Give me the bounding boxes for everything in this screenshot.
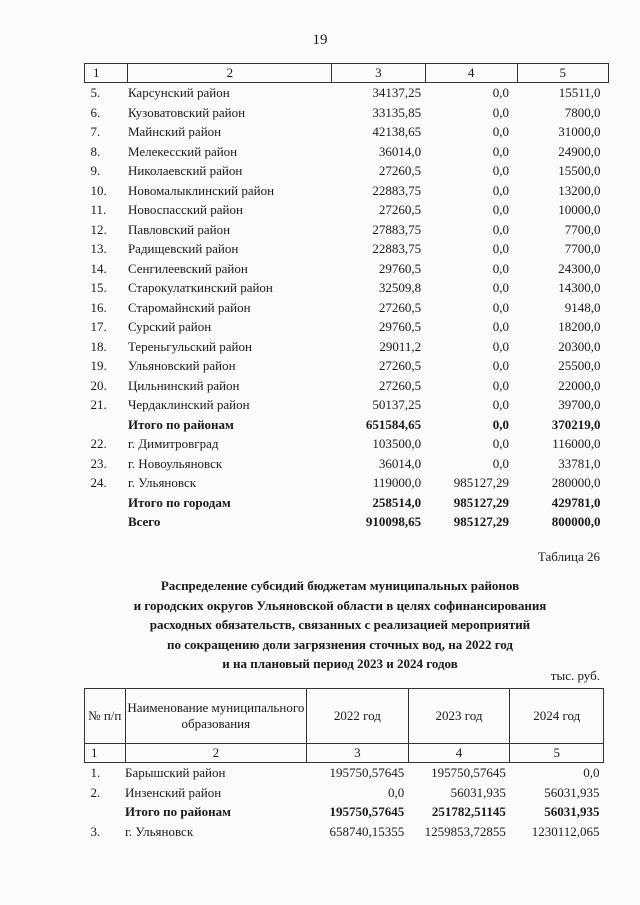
row-value: 251782,51145 bbox=[431, 804, 506, 819]
row-name: г. Димитровград bbox=[127, 436, 219, 451]
row-value: 14300,0 bbox=[558, 280, 601, 295]
row-name: Итого по городам bbox=[127, 494, 231, 510]
column-number: 1 bbox=[85, 64, 128, 83]
row-value: 0,0 bbox=[492, 85, 510, 100]
table-row bbox=[85, 356, 609, 376]
row-value: 18200,0 bbox=[558, 319, 601, 334]
row-value: 24300,0 bbox=[558, 260, 601, 276]
row-value: 0,0 bbox=[492, 163, 510, 178]
row-value: 27260,5 bbox=[378, 202, 422, 217]
row-value: 0,0 bbox=[492, 143, 510, 159]
row-value: 119000,0 bbox=[372, 475, 422, 490]
row-value: 22883,75 bbox=[372, 241, 422, 256]
row-value: 116000,0 bbox=[552, 436, 601, 451]
table-row bbox=[85, 161, 609, 181]
row-number: 18. bbox=[90, 338, 107, 354]
row-value: 0,0 bbox=[492, 358, 510, 373]
subsidy-table-25 bbox=[84, 63, 609, 532]
row-value: 7700,0 bbox=[564, 241, 601, 256]
row-name: Радищевский район bbox=[127, 241, 239, 256]
table-row bbox=[85, 395, 609, 415]
row-number: 14. bbox=[90, 260, 107, 276]
header-name: Наименование муниципального образования bbox=[125, 689, 307, 744]
row-value: 7800,0 bbox=[564, 104, 601, 120]
row-value: 33135,85 bbox=[372, 104, 422, 120]
row-value: 39700,0 bbox=[558, 397, 601, 412]
row-value: 0,0 bbox=[492, 377, 510, 393]
row-value: 56031,935 bbox=[544, 804, 600, 819]
table-label: Таблица 26 bbox=[537, 549, 600, 564]
table-row bbox=[85, 434, 609, 454]
row-value: 27260,5 bbox=[378, 377, 422, 393]
row-name: г. Ульяновск bbox=[127, 475, 197, 490]
row-number: 20. bbox=[90, 377, 107, 393]
row-value: 0,0 bbox=[492, 416, 510, 432]
table-row bbox=[85, 181, 609, 201]
row-value: 0,0 bbox=[492, 397, 510, 412]
row-value: 10000,0 bbox=[558, 202, 601, 217]
row-value: 985127,29 bbox=[453, 514, 510, 529]
table-row bbox=[85, 103, 609, 123]
row-value: 15511,0 bbox=[558, 85, 601, 100]
row-value: 0,0 bbox=[583, 765, 600, 780]
row-number: 3. bbox=[90, 823, 101, 839]
row-number: 8. bbox=[90, 143, 101, 159]
row-name: Тереньгульский район bbox=[127, 338, 252, 354]
row-number: 19. bbox=[90, 358, 107, 373]
row-value: 15500,0 bbox=[558, 163, 601, 178]
row-value: 258514,0 bbox=[372, 494, 422, 510]
table-title bbox=[80, 576, 600, 674]
column-number: 5 bbox=[517, 64, 608, 83]
row-name: г. Ульяновск bbox=[125, 823, 194, 839]
row-value: 56031,935 bbox=[544, 784, 600, 800]
row-value: 9148,0 bbox=[564, 299, 601, 315]
row-value: 103500,0 bbox=[372, 436, 422, 451]
row-value: 0,0 bbox=[492, 436, 510, 451]
total-row bbox=[85, 512, 609, 532]
row-name: Сенгилеевский район bbox=[127, 260, 248, 276]
column-number: 2 bbox=[125, 744, 307, 763]
row-number bbox=[85, 512, 128, 532]
row-value: 34137,25 bbox=[372, 85, 422, 100]
table-row bbox=[85, 454, 609, 474]
row-number: 11. bbox=[90, 202, 107, 217]
row-name: Итого по районам bbox=[127, 416, 234, 432]
row-value: 985127,29 bbox=[453, 475, 510, 490]
table-row bbox=[85, 473, 609, 493]
units-label: тыс. руб. bbox=[550, 668, 600, 683]
row-name: Николаевский район bbox=[127, 163, 243, 178]
row-number: 21. bbox=[90, 397, 107, 412]
row-number: 2. bbox=[90, 784, 101, 800]
row-number: 12. bbox=[90, 221, 107, 237]
column-number: 4 bbox=[425, 64, 517, 83]
row-value: 651584,65 bbox=[365, 416, 422, 432]
row-name: Итого по районам bbox=[125, 804, 231, 819]
row-value: 27883,75 bbox=[372, 221, 422, 237]
column-number: 3 bbox=[332, 64, 425, 83]
row-value: 50137,25 bbox=[372, 397, 422, 412]
row-name: Старокулаткинский район bbox=[127, 280, 273, 295]
row-name: Всего bbox=[127, 514, 161, 529]
row-value: 0,0 bbox=[492, 104, 510, 120]
row-name: Новоспасский район bbox=[127, 202, 243, 217]
row-value: 27260,5 bbox=[378, 358, 422, 373]
row-value: 910098,65 bbox=[365, 514, 422, 529]
row-value: 0,0 bbox=[492, 319, 510, 334]
row-value: 29760,5 bbox=[378, 319, 422, 334]
table-row bbox=[85, 822, 604, 842]
row-value: 370219,0 bbox=[551, 416, 601, 432]
row-value: 22883,75 bbox=[372, 182, 422, 198]
total-row bbox=[85, 493, 609, 513]
row-value: 36014,0 bbox=[378, 143, 422, 159]
table-row bbox=[85, 142, 609, 162]
row-name: Чердаклинский район bbox=[127, 397, 250, 412]
table-row bbox=[85, 298, 609, 318]
title-line: и городских округов Ульяновской области в целях софинансирования bbox=[133, 597, 547, 613]
row-value: 0,0 bbox=[492, 280, 510, 295]
row-name: Старомайнский район bbox=[127, 299, 251, 315]
row-value: 24900,0 bbox=[558, 143, 601, 159]
row-name: Павловский район bbox=[127, 221, 231, 237]
row-name: Инзенский район bbox=[125, 784, 222, 800]
row-value: 0,0 bbox=[492, 221, 510, 237]
table-row bbox=[85, 239, 609, 259]
row-number: 22. bbox=[90, 436, 107, 451]
row-value: 800000,0 bbox=[551, 514, 601, 529]
row-number bbox=[85, 493, 128, 513]
row-name: Мелекесский район bbox=[127, 143, 238, 159]
column-number: 1 bbox=[85, 744, 126, 763]
page-number: 19 bbox=[312, 32, 328, 48]
table-row bbox=[85, 337, 609, 357]
header-number: № п/п bbox=[85, 689, 126, 744]
row-name: Сурский район bbox=[127, 319, 212, 334]
column-number: 2 bbox=[128, 64, 332, 83]
row-number: 13. bbox=[90, 241, 107, 256]
header-row bbox=[85, 689, 604, 744]
row-value: 0,0 bbox=[492, 455, 510, 471]
row-value: 0,0 bbox=[492, 182, 510, 198]
row-name: Ульяновский район bbox=[127, 358, 236, 373]
header-year-2024: 2024 год bbox=[510, 689, 604, 744]
row-value: 1230112,065 bbox=[531, 823, 600, 839]
row-name: Барышский район bbox=[125, 765, 226, 780]
row-number: 1. bbox=[90, 765, 101, 780]
table-row bbox=[85, 317, 609, 337]
table-row bbox=[85, 783, 604, 803]
row-number: 7. bbox=[90, 124, 101, 139]
row-value: 985127,29 bbox=[453, 494, 510, 510]
row-value: 1259853,72855 bbox=[424, 823, 506, 839]
row-value: 20300,0 bbox=[558, 338, 601, 354]
column-number: 3 bbox=[307, 744, 409, 763]
row-value: 0,0 bbox=[492, 124, 510, 139]
row-value: 0,0 bbox=[492, 241, 510, 256]
total-row bbox=[85, 415, 609, 435]
table-row bbox=[85, 763, 604, 783]
title-line: и на плановый период 2023 и 2024 годов bbox=[222, 656, 458, 671]
row-number: 23. bbox=[90, 455, 107, 471]
row-value: 0,0 bbox=[492, 202, 510, 217]
row-number: 17. bbox=[90, 319, 107, 334]
row-number bbox=[85, 415, 128, 435]
row-value: 32509,8 bbox=[378, 280, 422, 295]
title-line: по сокращению доли загрязнения сточных вод, на 2022 год bbox=[167, 636, 513, 652]
row-value: 42138,65 bbox=[372, 124, 422, 139]
table-row bbox=[85, 376, 609, 396]
row-name: Майнский район bbox=[127, 124, 222, 139]
row-value: 25500,0 bbox=[558, 358, 601, 373]
row-number: 16. bbox=[90, 299, 107, 315]
table-row bbox=[85, 278, 609, 298]
table-row bbox=[85, 83, 609, 103]
row-value: 0,0 bbox=[492, 338, 510, 354]
column-numbers-row bbox=[85, 744, 604, 763]
row-value: 7700,0 bbox=[564, 221, 601, 237]
column-number: 4 bbox=[408, 744, 510, 763]
row-name: Кузоватовский район bbox=[127, 104, 246, 120]
row-value: 29760,5 bbox=[378, 260, 422, 276]
row-value: 658740,15355 bbox=[329, 823, 405, 839]
row-number bbox=[85, 802, 126, 822]
row-number: 24. bbox=[90, 475, 107, 490]
row-name: Цильнинский район bbox=[127, 377, 240, 393]
table-row bbox=[85, 220, 609, 240]
row-number: 10. bbox=[90, 182, 107, 198]
row-value: 22000,0 bbox=[558, 377, 601, 393]
row-number: 9. bbox=[90, 163, 101, 178]
subsidy-table-26 bbox=[84, 688, 604, 841]
row-value: 56031,935 bbox=[450, 784, 506, 800]
row-value: 0,0 bbox=[387, 784, 405, 800]
row-name: Карсунский район bbox=[127, 85, 230, 100]
row-name: г. Новоульяновск bbox=[127, 455, 223, 471]
row-value: 0,0 bbox=[492, 299, 510, 315]
row-value: 195750,57645 bbox=[329, 804, 405, 819]
row-value: 31000,0 bbox=[558, 124, 601, 139]
row-number: 5. bbox=[90, 85, 101, 100]
table-row bbox=[85, 200, 609, 220]
table-row bbox=[85, 122, 609, 142]
row-value: 36014,0 bbox=[378, 455, 422, 471]
title-line: Распределение субсидий бюджетам муниципальных районов bbox=[160, 578, 520, 593]
row-name: Новомалыклинский район bbox=[127, 182, 275, 198]
row-value: 195750,57645 bbox=[329, 765, 405, 780]
row-value: 429781,0 bbox=[551, 494, 601, 510]
row-value: 27260,5 bbox=[378, 163, 422, 178]
column-numbers-row bbox=[85, 64, 609, 83]
row-value: 29011,2 bbox=[379, 338, 422, 354]
row-number: 15. bbox=[90, 280, 107, 295]
total-row bbox=[85, 802, 604, 822]
column-number: 5 bbox=[510, 744, 604, 763]
header-year-2022: 2022 год bbox=[307, 689, 409, 744]
row-value: 13200,0 bbox=[558, 182, 601, 198]
row-value: 0,0 bbox=[492, 260, 510, 276]
row-value: 280000,0 bbox=[551, 475, 601, 490]
row-value: 27260,5 bbox=[378, 299, 422, 315]
title-line: расходных обязательств, связанных с реализацией мероприятий bbox=[149, 617, 531, 632]
row-number: 6. bbox=[90, 104, 101, 120]
row-value: 195750,57645 bbox=[431, 765, 506, 780]
table-row bbox=[85, 259, 609, 279]
header-year-2023: 2023 год bbox=[408, 689, 510, 744]
row-value: 33781,0 bbox=[558, 455, 601, 471]
